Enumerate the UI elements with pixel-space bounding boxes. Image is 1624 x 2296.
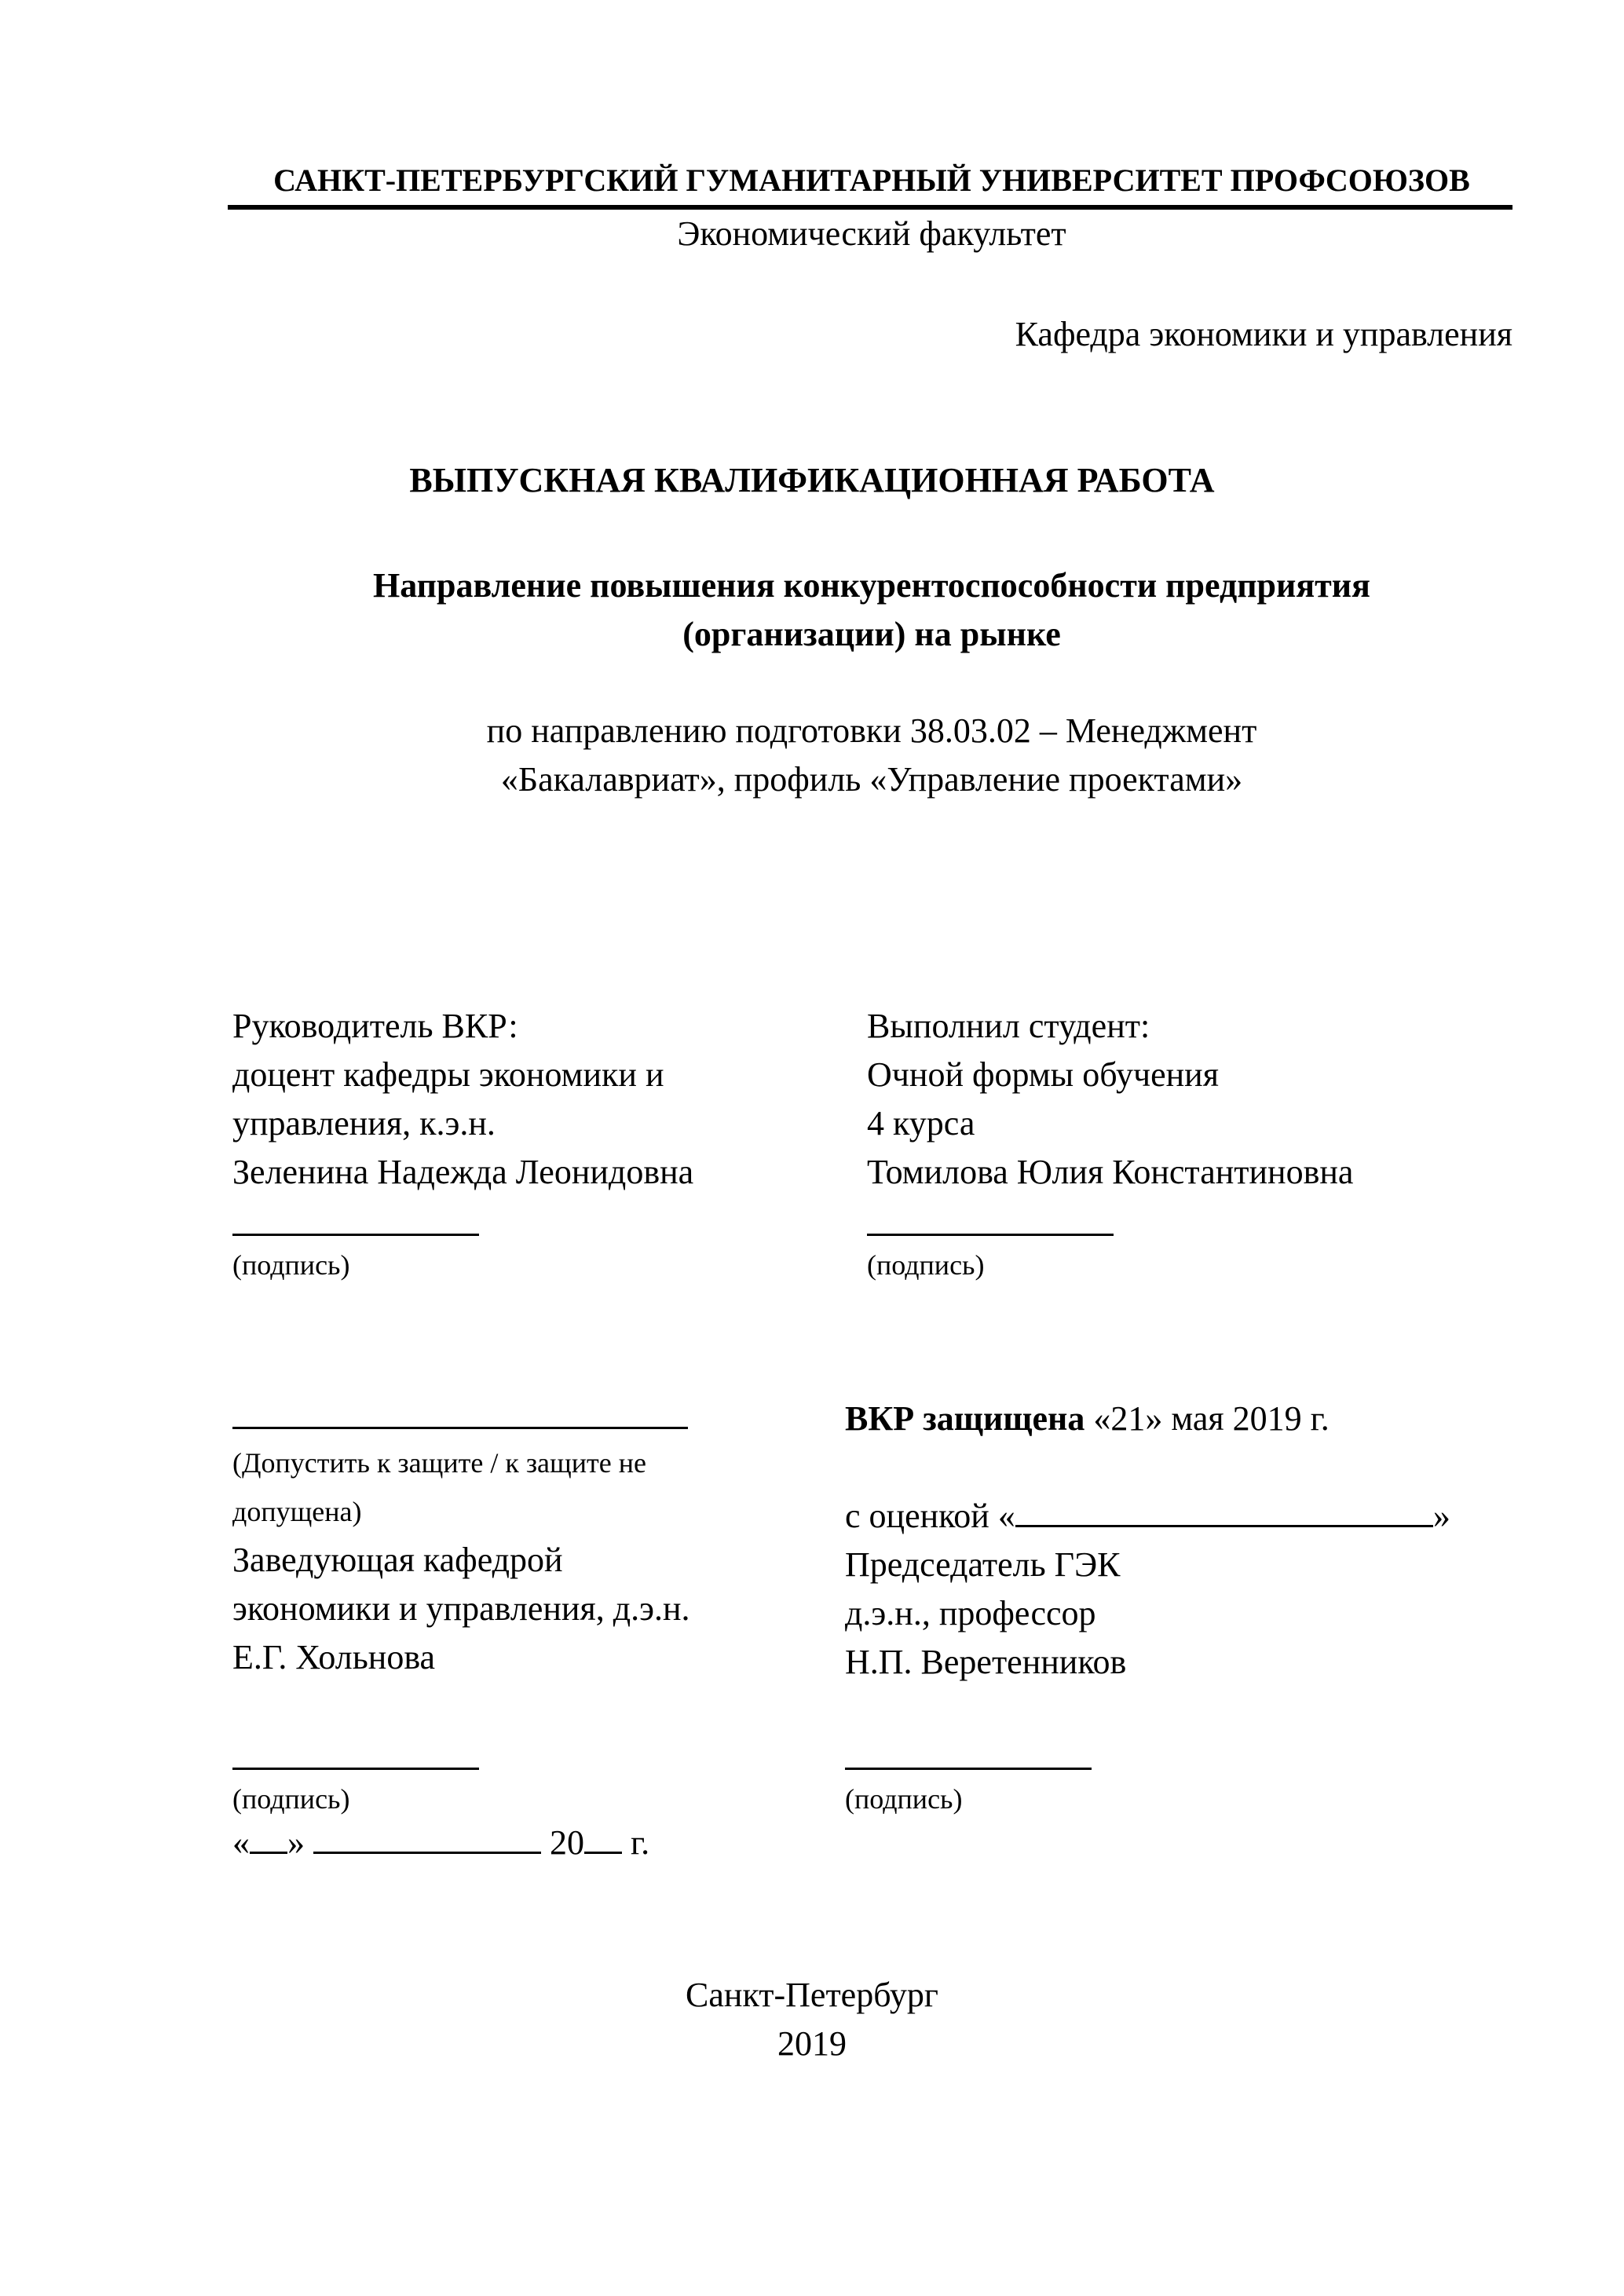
chair-title: Председатель ГЭК xyxy=(845,1545,1121,1584)
chair-signature-caption: (подпись) xyxy=(845,1783,963,1815)
grade-suffix: » xyxy=(1432,1497,1450,1535)
date-month-blank[interactable] xyxy=(313,1820,541,1854)
supervisor-signature-line[interactable] xyxy=(232,1197,693,1245)
thesis-theme-line-1: Направление повышения конкурентоспособности предприятия xyxy=(373,566,1370,605)
thesis-theme-line-2: (организации) на рынке xyxy=(682,615,1061,653)
date-suffix: г. xyxy=(631,1823,650,1862)
supervisor-position-line-1: доцент кафедры экономики и xyxy=(232,1055,664,1094)
study-direction-line-1: по направлению подготовки 38.03.02 – Менеджмент xyxy=(486,711,1257,750)
date-close-quote: » xyxy=(287,1823,305,1862)
grade-field xyxy=(845,1492,1450,1541)
chair-signature-block xyxy=(845,1731,962,1819)
student-label: Выполнил студент: xyxy=(867,1007,1150,1045)
head-title-line-1: Заведующая кафедрой xyxy=(232,1541,563,1579)
date-year-prefix: 20 xyxy=(550,1823,584,1862)
grade-blank[interactable] xyxy=(1015,1493,1433,1527)
date-open-quote: « xyxy=(232,1823,250,1862)
footer-year: 2019 xyxy=(777,2024,847,2063)
chair-signature-line[interactable] xyxy=(845,1731,962,1779)
admission-block xyxy=(232,1390,690,1682)
study-direction xyxy=(228,707,1516,804)
head-name: Е.Г. Хольнова xyxy=(232,1638,436,1676)
department-name: Кафедра экономики и управления xyxy=(1015,315,1512,353)
supervisor-position-line-2: управления, к.э.н. xyxy=(232,1104,496,1143)
head-title-line-2: экономики и управления, д.э.н. xyxy=(232,1589,690,1628)
chair-name: Н.П. Веретенников xyxy=(845,1643,1127,1681)
head-signature-block xyxy=(232,1731,649,1867)
student-course: 4 курса xyxy=(867,1104,975,1143)
footer-city: Санкт-Петербург xyxy=(686,1976,938,2014)
head-signature-caption: (подпись) xyxy=(232,1783,350,1815)
defense-date: «21» мая 2019 г. xyxy=(1093,1399,1330,1438)
admission-date-field xyxy=(232,1819,649,1867)
defense-status: ВКР защищена xyxy=(845,1399,1085,1438)
spacer xyxy=(845,1443,1450,1492)
student-block xyxy=(867,1002,1353,1285)
head-signature-line[interactable] xyxy=(232,1731,649,1779)
student-study-form: Очной формы обучения xyxy=(867,1055,1219,1094)
admission-caption-line-1: (Допустить к защите / к защите не xyxy=(232,1447,646,1479)
grade-prefix: с оценкой « xyxy=(845,1497,1015,1535)
supervisor-signature-caption: (подпись) xyxy=(232,1249,350,1281)
work-type-title: ВЫПУСКНАЯ КВАЛИФИКАЦИОННАЯ РАБОТА xyxy=(409,461,1215,499)
study-direction-line-2: «Бакалавриат», профиль «Управление проектами» xyxy=(500,760,1243,799)
date-day-blank[interactable] xyxy=(250,1820,287,1854)
defense-block xyxy=(845,1395,1450,1687)
student-signature-line[interactable] xyxy=(867,1197,1353,1245)
admission-caption-line-2: допущена) xyxy=(232,1496,362,1527)
university-name: САНКТ-ПЕТЕРБУРГСКИЙ ГУМАНИТАРНЫЙ УНИВЕРСИТЕТ ПРОФСОЮЗОВ xyxy=(273,163,1470,198)
admission-decision-line[interactable] xyxy=(232,1390,690,1439)
header-rule xyxy=(228,205,1512,210)
student-name: Томилова Юлия Константиновна xyxy=(867,1153,1354,1191)
date-year-blank[interactable] xyxy=(584,1820,622,1854)
chair-degree: д.э.н., профессор xyxy=(845,1594,1096,1632)
thesis-theme xyxy=(228,561,1516,659)
faculty-name: Экономический факультет xyxy=(677,214,1066,253)
student-signature-caption: (подпись) xyxy=(867,1249,985,1281)
defense-status-line xyxy=(845,1395,1450,1443)
supervisor-label: Руководитель ВКР: xyxy=(232,1007,518,1045)
supervisor-name: Зеленина Надежда Леонидовна xyxy=(232,1153,694,1191)
supervisor-block xyxy=(232,1002,693,1285)
footer xyxy=(0,1971,1624,2068)
